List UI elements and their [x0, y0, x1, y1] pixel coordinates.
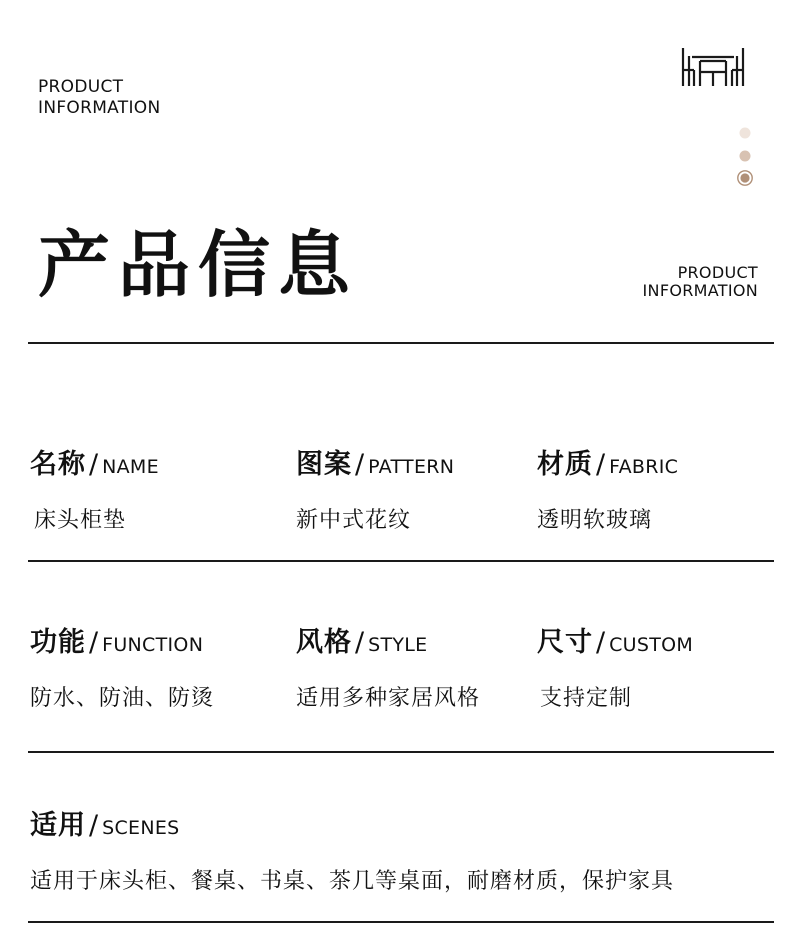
furniture-table-chair-icon	[680, 46, 746, 90]
field-style-slash: /	[355, 627, 365, 658]
field-name-value: 床头柜垫	[34, 508, 127, 533]
title-sub-line1: PRODUCT	[677, 263, 758, 282]
title-product-information-label	[643, 264, 758, 300]
field-fabric-heading	[537, 448, 678, 485]
field-pattern-heading	[296, 448, 454, 485]
field-scenes-value: 适用于床头柜、餐桌、书桌、茶几等桌面，耐磨材质，保护家具	[30, 869, 675, 894]
field-name-cn: 名称	[30, 449, 86, 480]
top-label-line1: PRODUCT	[38, 77, 124, 97]
divider-title	[28, 342, 774, 344]
field-scenes-heading	[30, 809, 674, 846]
top-product-information-label	[38, 77, 160, 119]
field-name-en: NAME	[102, 456, 159, 478]
field-scenes	[30, 809, 674, 896]
divider-row-2	[28, 751, 774, 753]
field-scenes-en: SCENES	[102, 817, 180, 839]
field-scenes-slash: /	[89, 810, 99, 841]
field-custom	[537, 626, 693, 713]
field-scenes-cn: 适用	[30, 810, 86, 841]
indicator-dot-1	[740, 128, 751, 139]
field-pattern-slash: /	[355, 449, 365, 480]
field-pattern	[296, 448, 454, 535]
field-style-value: 适用多种家居风格	[296, 686, 481, 711]
field-fabric-en: FABRIC	[609, 456, 679, 478]
field-name-slash: /	[89, 449, 99, 480]
field-style	[296, 626, 480, 713]
field-style-en: STYLE	[368, 634, 428, 656]
indicator-dot-2	[740, 151, 751, 162]
field-custom-en: CUSTOM	[609, 634, 694, 656]
field-fabric-value: 透明软玻璃	[537, 508, 653, 533]
field-name-heading	[30, 448, 159, 485]
field-style-cn: 风格	[296, 627, 352, 658]
indicator-dot-3	[740, 173, 749, 182]
field-function-slash: /	[89, 627, 99, 658]
field-fabric	[537, 448, 678, 535]
page-indicator-dots	[735, 126, 755, 190]
top-label-line2: INFORMATION	[38, 98, 161, 118]
field-custom-slash: /	[596, 627, 606, 658]
field-pattern-cn: 图案	[296, 449, 352, 480]
divider-row-1	[28, 560, 774, 562]
field-custom-heading	[537, 626, 693, 663]
field-function-en: FUNCTION	[102, 634, 204, 656]
field-custom-cn: 尺寸	[537, 627, 593, 658]
divider-bottom	[28, 921, 774, 923]
field-function-cn: 功能	[30, 627, 86, 658]
page-title: 产品信息	[38, 223, 359, 307]
field-function-heading	[30, 626, 214, 663]
field-name	[30, 448, 159, 535]
field-function-value: 防水、防油、防烫	[30, 686, 215, 711]
field-style-heading	[296, 626, 480, 663]
field-pattern-value: 新中式花纹	[296, 508, 412, 533]
title-sub-line2: INFORMATION	[642, 281, 758, 300]
field-fabric-cn: 材质	[537, 449, 593, 480]
field-fabric-slash: /	[596, 449, 606, 480]
field-pattern-en: PATTERN	[368, 456, 455, 478]
field-custom-value: 支持定制	[540, 686, 633, 711]
field-function	[30, 626, 214, 713]
